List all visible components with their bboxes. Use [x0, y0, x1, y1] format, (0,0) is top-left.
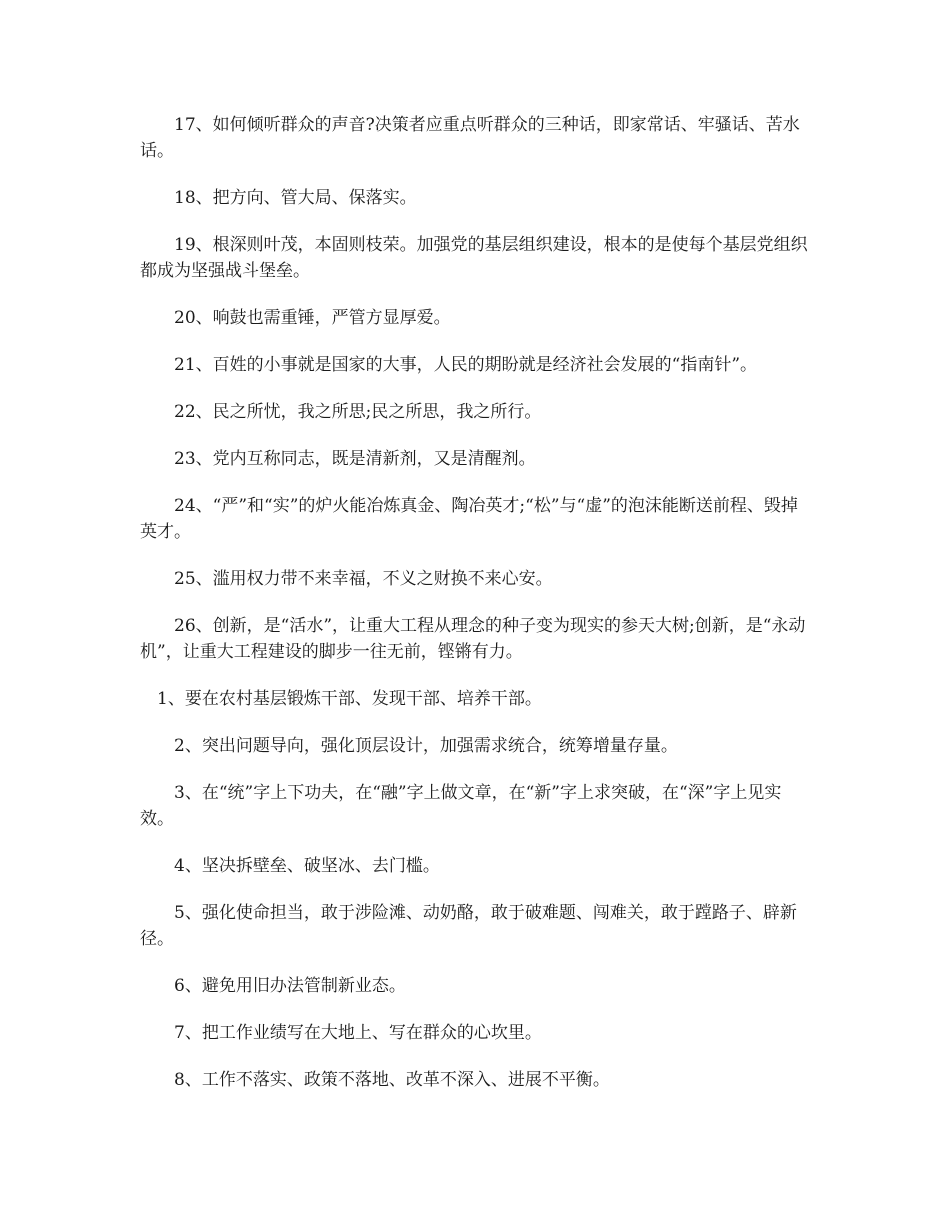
paragraph-7: 7、把工作业绩写在大地上、写在群众的心坎里。	[174, 1023, 542, 1043]
paragraph-26: 26、创新，是“活水”，让重大工程从理念的种子变为现实的参天大树;创新，是“永动机”，让重大工程建设的脚步一往无前，铿锵有力。	[140, 616, 806, 662]
paragraph-1: 1、要在农村基层锻炼干部、发现干部、培养干部。	[157, 689, 542, 709]
paragraph-3: 3、在“统”字上下功夫，在“融”字上做文章，在“新”字上求突破，在“深”字上见实效。	[140, 783, 782, 829]
paragraph-21: 21、百姓的小事就是国家的大事，人民的期盼就是经济社会发展的“指南针”。	[174, 355, 758, 375]
paragraph-6: 6、避免用旧办法管制新业态。	[174, 976, 406, 996]
document-body	[140, 112, 812, 1114]
paragraph-23: 23、党内互称同志，既是清新剂，又是清醒剂。	[174, 449, 536, 469]
paragraph-19: 19、根深则叶茂，本固则枝荣。加强党的基层组织建设，根本的是使每个基层党组织都成为坚强战斗堡垒。	[140, 235, 808, 281]
paragraph-22: 22、民之所忧，我之所思;民之所思，我之所行。	[174, 402, 542, 422]
paragraph-5: 5、强化使命担当，敢于涉险滩、动奶酪，敢于破难题、闯难关，敢于蹚路子、辟新径。	[140, 903, 797, 949]
paragraph-8: 8、工作不落实、政策不落地、改革不深入、进展不平衡。	[174, 1070, 610, 1090]
paragraph-25: 25、滥用权力带不来幸福，不义之财换不来心安。	[174, 569, 553, 589]
paragraph-2: 2、突出问题导向，强化顶层设计，加强需求统合，统筹增量存量。	[174, 736, 678, 756]
paragraph-4: 4、坚决拆壁垒、破坚冰、去门槛。	[174, 856, 440, 876]
paragraph-24: 24、“严”和“实”的炉火能冶炼真金、陶冶英才;“松”与“虚”的泡沫能断送前程、毁掉英才。	[140, 496, 798, 542]
paragraph-20: 20、响鼓也需重锤，严管方显厚爱。	[174, 308, 451, 328]
paragraph-17: 17、如何倾听群众的声音?决策者应重点听群众的三种话，即家常话、牢骚话、苦水话。	[140, 115, 800, 161]
paragraph-18: 18、把方向、管大局、保落实。	[174, 188, 417, 208]
